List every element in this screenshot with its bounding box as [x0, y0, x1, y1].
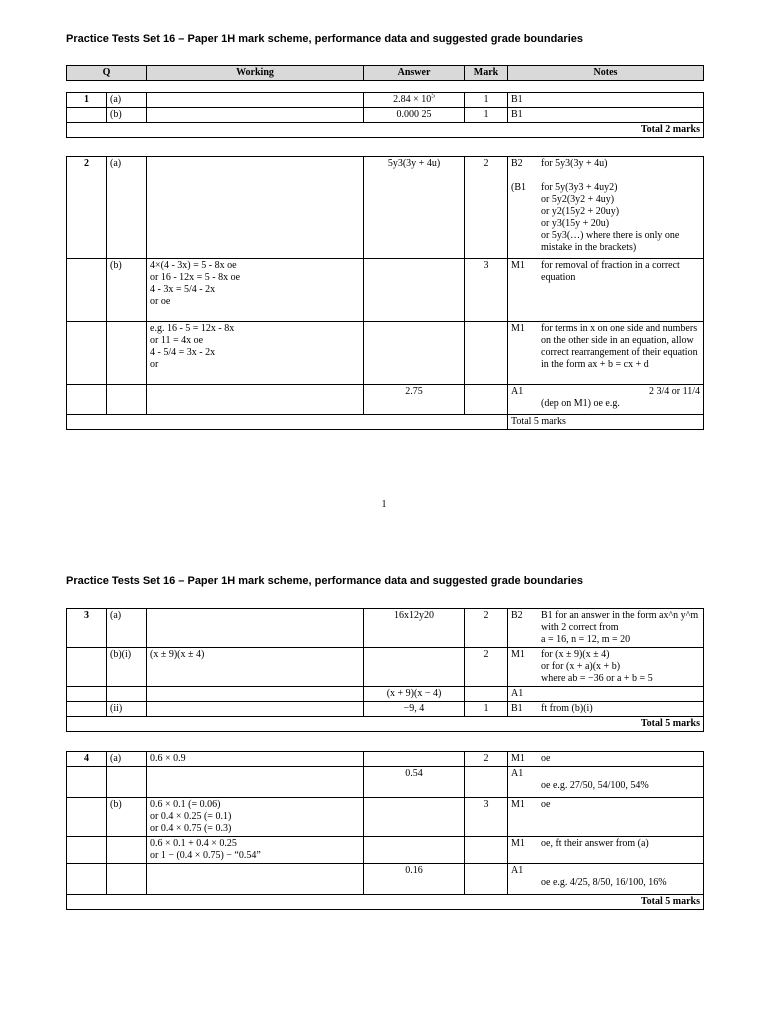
working-cell: 0.6 × 0.1 (= 0.06) or 0.4 × 0.25 (= 0.1) or 0.4 × 0.75 (= 0.3): [147, 798, 364, 837]
answer-cell: 2.75: [364, 385, 465, 415]
part-label: (b): [107, 259, 147, 322]
part-label: (b): [107, 108, 147, 123]
answer-cell: (x + 9)(x − 4): [364, 687, 465, 702]
working-cell: [147, 609, 364, 648]
part-label: [107, 385, 147, 415]
part-label: (a): [107, 752, 147, 767]
question-2-table: [66, 156, 704, 430]
notes-cell: B1 ft from (b)(i): [508, 702, 704, 717]
answer-cell: [364, 259, 465, 322]
total-marks: Total 5 marks: [67, 717, 704, 732]
notes-cell: B1: [508, 93, 704, 108]
total-marks: Total 2 marks: [67, 123, 704, 138]
notes-cell: A1 oe e.g. 4/25, 8/50, 16/100, 16%: [508, 864, 704, 895]
question-number: [67, 322, 107, 385]
answer-cell: [364, 648, 465, 687]
part-label: [107, 864, 147, 895]
answer-cell: 0.000 25: [364, 108, 465, 123]
notes-cell: B1: [508, 108, 704, 123]
answer-cell: [364, 322, 465, 385]
working-cell: 0.6 × 0.1 + 0.4 × 0.25 or 1 − (0.4 × 0.75) − “0.54”: [147, 837, 364, 864]
part-label: [107, 322, 147, 385]
answer-cell: 0.16: [364, 864, 465, 895]
question-number: 1: [67, 93, 107, 108]
notes-cell: M1 oe: [508, 752, 704, 767]
question-number: 3: [67, 609, 107, 648]
answer-cell: 16x12y20: [364, 609, 465, 648]
mark-cell: 1: [465, 702, 508, 717]
mark-cell: [465, 864, 508, 895]
column-header-table: [66, 65, 704, 81]
question-number: [67, 648, 107, 687]
header-answer: Answer: [364, 66, 465, 81]
answer-cell: [364, 752, 465, 767]
answer-cell: $2.84 \times 10^5$: [364, 93, 465, 108]
working-cell: 0.6 × 0.9: [147, 752, 364, 767]
header-notes: Notes: [508, 66, 704, 81]
notes-cell: M1 for terms in x on one side and numbers on the other side in an equation, allow correct rearrangement of their equation in the form ax + b = cx + d: [508, 322, 704, 385]
part-label: (a): [107, 157, 147, 259]
mark-cell: 3: [465, 259, 508, 322]
answer-cell: −9, 4: [364, 702, 465, 717]
answer-cell: [364, 798, 465, 837]
total-spacer: [67, 415, 508, 430]
question-number: [67, 837, 107, 864]
working-cell: [147, 157, 364, 259]
working-cell: [147, 93, 364, 108]
part-label: (b): [107, 798, 147, 837]
page-heading: Practice Tests Set 16 – Paper 1H mark scheme, performance data and suggested grade boundaries: [66, 575, 583, 587]
question-number: [67, 864, 107, 895]
answer-cell: [364, 837, 465, 864]
notes-cell: B2 for 5y3(3y + 4u) (B1 for 5y(3y3 + 4uy2) or 5y2(3y2 + 4uy) or y2(15y2 + 20uy) or y3(15y + 20u) or 5y3(…) where there is only one mistake in the brackets): [508, 157, 704, 259]
working-cell: [147, 108, 364, 123]
part-label: (a): [107, 609, 147, 648]
question-number: [67, 767, 107, 798]
part-label: (a): [107, 93, 147, 108]
mark-cell: 2: [465, 609, 508, 648]
working-cell: [147, 385, 364, 415]
question-4-table: [66, 751, 704, 910]
question-number: 2: [67, 157, 107, 259]
notes-cell: M1 for (x ± 9)(x ± 4) or for (x + a)(x + b) where ab = −36 or a + b = 5: [508, 648, 704, 687]
working-cell: 4×(4 - 3x) = 5 - 8x oe or 16 - 12x = 5 - 8x oe 4 - 3x = 5/4 - 2x or oe: [147, 259, 364, 322]
total-marks: Total 5 marks: [67, 895, 704, 910]
notes-cell: B2 B1 for an answer in the form ax^n y^m with 2 correct from a = 16, n = 12, m = 20: [508, 609, 704, 648]
notes-cell: M1 for removal of fraction in a correct equation: [508, 259, 704, 322]
working-cell: [147, 702, 364, 717]
page-heading: Practice Tests Set 16 – Paper 1H mark scheme, performance data and suggested grade boundaries: [66, 33, 583, 45]
working-cell: (x ± 9)(x ± 4): [147, 648, 364, 687]
mark-cell: 3: [465, 798, 508, 837]
answer-cell: 5y3(3y + 4u): [364, 157, 465, 259]
question-number: [67, 385, 107, 415]
question-number: [67, 108, 107, 123]
part-label: [107, 767, 147, 798]
question-1-table: [66, 92, 704, 138]
mark-cell: [465, 322, 508, 385]
mark-cell: 1: [465, 108, 508, 123]
part-label: (ii): [107, 702, 147, 717]
answer-cell: 0.54: [364, 767, 465, 798]
header-q: Q: [67, 66, 147, 81]
notes-cell: M1 oe, ft their answer from (a): [508, 837, 704, 864]
question-number: [67, 687, 107, 702]
mark-cell: 1: [465, 93, 508, 108]
header-working: Working: [147, 66, 364, 81]
page-number: 1: [381, 499, 387, 510]
part-label: [107, 687, 147, 702]
question-number: [67, 798, 107, 837]
header-mark: Mark: [465, 66, 508, 81]
working-cell: [147, 687, 364, 702]
working-cell: [147, 767, 364, 798]
total-marks: Total 5 marks: [508, 415, 704, 430]
notes-cell: M1 oe: [508, 798, 704, 837]
question-number: 4: [67, 752, 107, 767]
part-label: (b)(i): [107, 648, 147, 687]
notes-cell: A1: [508, 687, 704, 702]
notes-cell: A1 2 3/4 or 11/4 (dep on M1) oe e.g.: [508, 385, 704, 415]
question-number: [67, 259, 107, 322]
notes-cell: A1 oe e.g. 27/50, 54/100, 54%: [508, 767, 704, 798]
mark-cell: [465, 385, 508, 415]
working-cell: e.g. 16 - 5 = 12x - 8x or 11 = 4x oe 4 - 5/4 = 3x - 2x or: [147, 322, 364, 385]
mark-cell: 2: [465, 157, 508, 259]
part-label: [107, 837, 147, 864]
mark-cell: 2: [465, 648, 508, 687]
mark-cell: [465, 837, 508, 864]
mark-cell: [465, 767, 508, 798]
working-cell: [147, 864, 364, 895]
question-3-table: [66, 608, 704, 732]
question-number: [67, 702, 107, 717]
mark-cell: [465, 687, 508, 702]
mark-cell: 2: [465, 752, 508, 767]
